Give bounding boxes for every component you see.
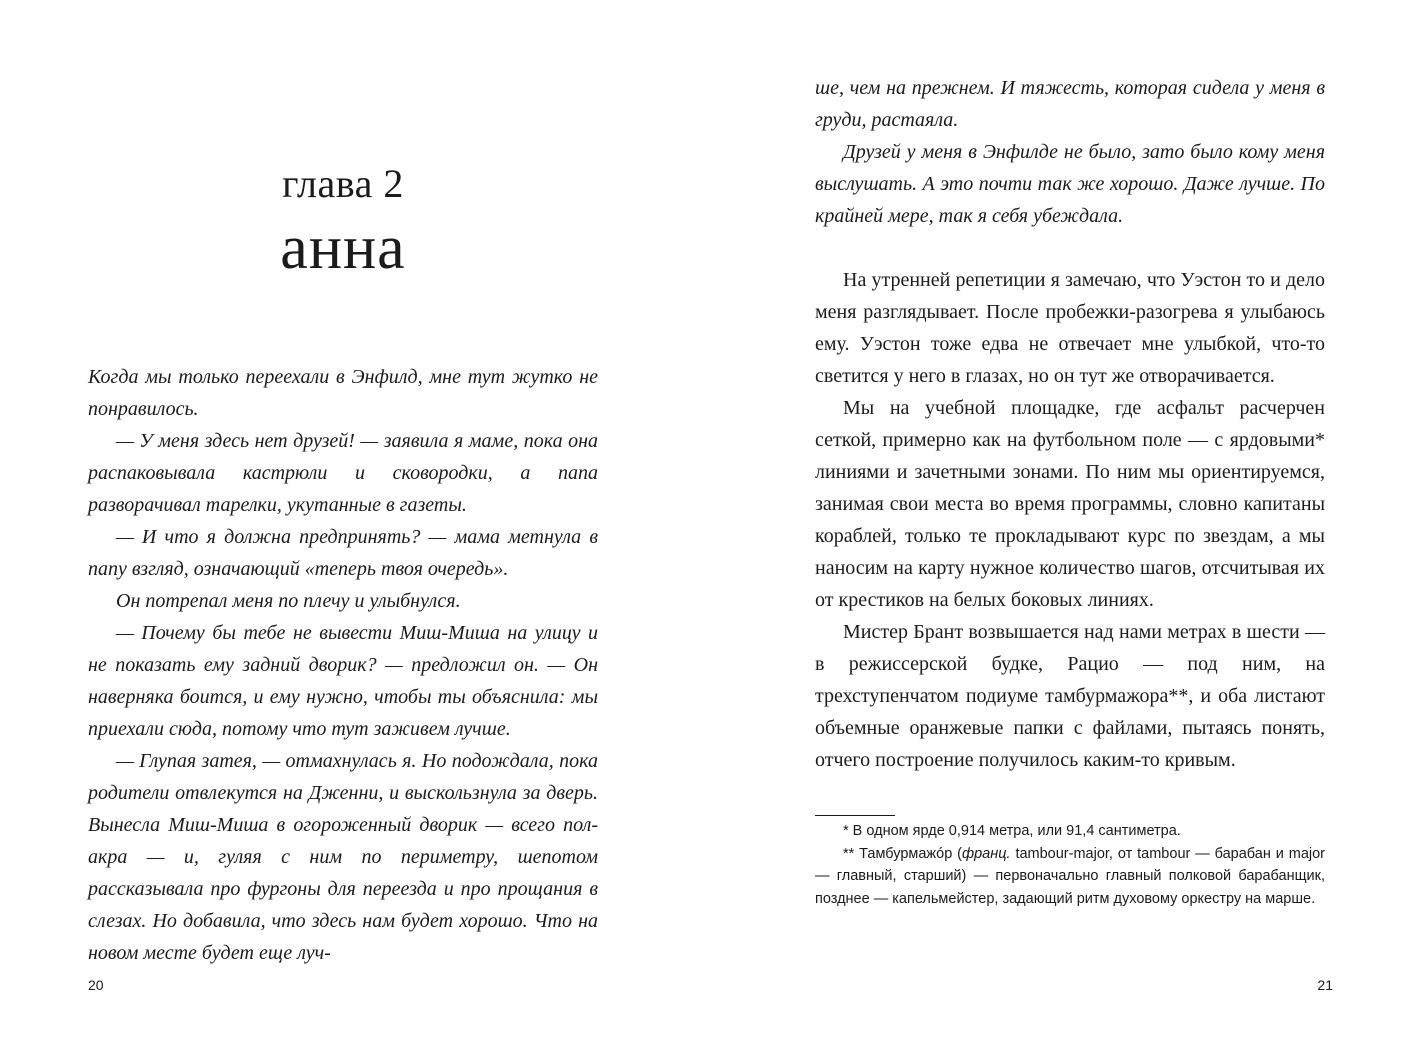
paragraph: ше, чем на прежнем. И тяжесть, которая сидела у меня в груди, растаяла. [815, 77, 1325, 131]
left-page-body [88, 361, 598, 969]
paragraph: На утренней репетиции я замечаю, что Уэстон то и дело меня разглядывает. После пробежки-разогрева я улыбаюсь ему. Уэстон тоже едва не отвечает мне улыбкой, что-то светится у него в глазах, но он тут же отворачивается. [815, 269, 1325, 387]
footnote-divider [815, 815, 895, 816]
paragraph: Друзей у меня в Энфилде не было, зато было кому меня выслушать. А это почти так же хорошо. Даже лучше. По крайней мере, так я себя убеждала. [815, 141, 1325, 227]
page-number: 21 [1317, 977, 1333, 993]
paragraph: Он потрепал меня по плечу и улыбнулся. [116, 590, 461, 612]
right-page-body [815, 264, 1325, 776]
footnote: * В одном ярде 0,914 метра, или 91,4 сантиметра. [843, 823, 1181, 839]
footnote-text: ** Тамбурмажóр ( [843, 845, 962, 862]
paragraph: Мы на учебной площадке, где асфальт расчерчен сеткой, примерно как на футбольном поле — с ярдовыми* линиями и зачетными зонами. По ним мы ориентируемся, занимая свои места во время программы, словно капитаны кораблей, только те прокладывают курс по звездам, а мы наносим на карту нужное количество шагов, отсчитывая их от крестиков на белых боковых линиях. [815, 397, 1325, 611]
paragraph: — У меня здесь нет друзей! — заявила я маме, пока она распаковывала кастрюли и сковородки, а папа разворачивал тарелки, укутанные в газеты. [88, 430, 598, 516]
footnote-italic-text: франц. [962, 845, 1011, 862]
paragraph: — Почему бы тебе не вывести Миш-Миша на улицу и не показать ему задний дворик? — предложил он. — Он наверняка боится, и ему нужно, чтобы ты объяснила: мы приехали сюда, потому что тут заживем лучше. [88, 622, 598, 740]
right-page-italic-body [815, 72, 1325, 232]
paragraph: — И что я должна предпринять? — мама метнула в папу взгляд, означающий «теперь твоя очередь». [88, 526, 598, 580]
paragraph: — Глупая затея, — отмахнулась я. Но подождала, пока родители отвлекутся на Дженни, и выскользнула за дверь. Вынесла Миш-Миша в огороженный дворик — всего пол-акра — и, гуляя с ним по периметру, шепотом рассказывала про фургоны для переезда и про прощания в слезах. Но добавила, что здесь нам будет хорошо. Что на новом месте будет еще луч- [88, 750, 598, 964]
footnote [815, 843, 1325, 911]
right-page [705, 0, 1410, 1051]
paragraph: Мистер Брант возвышается над нами метрах в шести — в режиссерской будке, Рацио — под ним, на трехступенчатом подиуме тамбурмажора**, и оба листают объемные оранжевые папки с файлами, пытаясь понять, отчего построение получилось каким-то кривым. [815, 621, 1325, 771]
paragraph: Когда мы только переехали в Энфилд, мне тут жутко не понравилось. [88, 366, 598, 420]
footnote-text: tambour-major, от tambour — барабан и major — главный, старший) — первоначально главный полковой барабанщик, позднее — капельмейстер, задающий ритм духовому оркестру на марше. [815, 845, 1325, 907]
chapter-title: анна [280, 214, 406, 282]
chapter-label: глава 2 [282, 161, 404, 206]
page-number: 20 [88, 977, 104, 993]
footnotes [815, 820, 1325, 910]
